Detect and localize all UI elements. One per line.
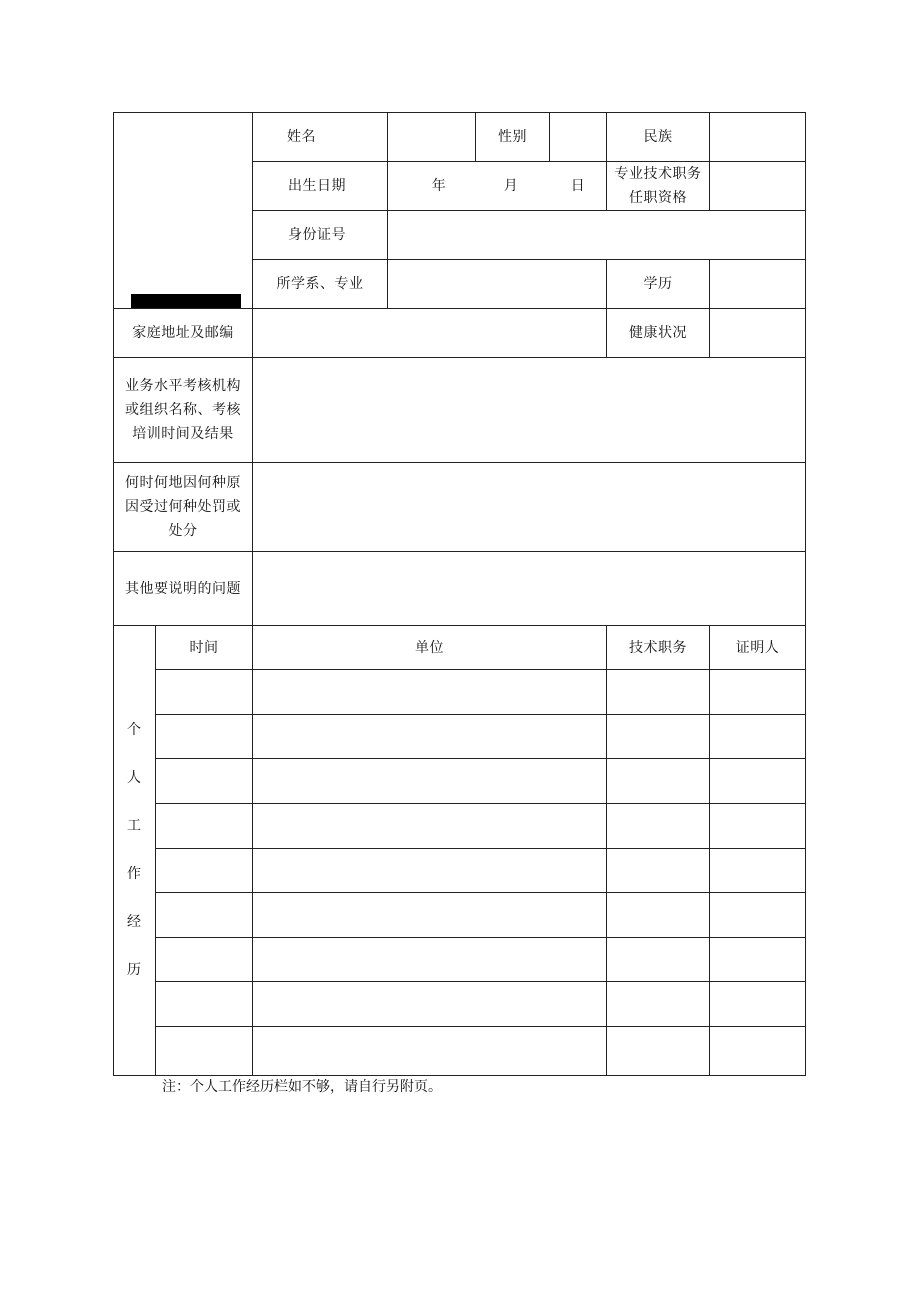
- photo-redaction-bar: [131, 294, 241, 308]
- history-witness-cell[interactable]: [710, 670, 805, 714]
- history-position-cell[interactable]: [607, 759, 709, 803]
- id-number-label: 身份证号: [288, 227, 346, 243]
- birth-day-label: 日: [570, 178, 586, 194]
- birth-year-label: 年: [431, 178, 447, 194]
- col-line: [387, 161, 388, 210]
- name-field[interactable]: [388, 113, 475, 161]
- history-witness-cell[interactable]: [710, 982, 805, 1026]
- address-label: 家庭地址及邮编: [132, 325, 234, 341]
- history-unit-cell[interactable]: [253, 715, 606, 758]
- history-time-cell[interactable]: [156, 715, 252, 758]
- history-col-time: 时间: [189, 639, 219, 656]
- history-position-cell[interactable]: [607, 1027, 709, 1075]
- qualification-field[interactable]: [710, 162, 805, 210]
- history-witness-cell[interactable]: [710, 715, 805, 758]
- history-position-cell[interactable]: [607, 982, 709, 1026]
- other-issues-field[interactable]: [253, 552, 805, 625]
- history-witness-cell[interactable]: [710, 893, 805, 937]
- birth-date-label: 出生日期: [288, 178, 346, 194]
- other-issues-label: 其他要说明的问题: [125, 580, 241, 597]
- history-unit-cell[interactable]: [253, 670, 606, 714]
- address-field[interactable]: [253, 309, 606, 357]
- gender-field[interactable]: [550, 113, 606, 161]
- history-unit-cell[interactable]: [253, 938, 606, 981]
- history-time-cell[interactable]: [156, 893, 252, 937]
- assessment-field[interactable]: [253, 358, 805, 462]
- history-time-cell[interactable]: [156, 759, 252, 803]
- history-unit-cell[interactable]: [253, 982, 606, 1026]
- history-position-cell[interactable]: [607, 670, 709, 714]
- history-unit-cell[interactable]: [253, 759, 606, 803]
- history-time-cell[interactable]: [156, 982, 252, 1026]
- history-col-unit: 单位: [415, 639, 444, 656]
- assessment-label: 业务水平考核机构 或组织名称、考核 培训时间及结果: [125, 378, 241, 442]
- history-unit-cell[interactable]: [253, 893, 606, 937]
- education-label: 学历: [643, 276, 673, 292]
- history-position-cell[interactable]: [607, 938, 709, 981]
- history-unit-cell[interactable]: [253, 1027, 606, 1075]
- name-label: 姓名: [287, 129, 316, 145]
- qualification-label: 专业技术职务 任职资格: [614, 166, 702, 206]
- history-witness-cell[interactable]: [710, 804, 805, 848]
- history-witness-cell[interactable]: [710, 1027, 805, 1075]
- history-time-cell[interactable]: [156, 938, 252, 981]
- history-position-cell[interactable]: [607, 893, 709, 937]
- history-time-cell[interactable]: [156, 1027, 252, 1075]
- history-unit-cell[interactable]: [253, 804, 606, 848]
- health-label: 健康状况: [629, 325, 687, 341]
- history-position-cell[interactable]: [607, 715, 709, 758]
- gender-label: 性别: [498, 129, 527, 145]
- penalty-label: 何时何地因何种原 因受过何种处罚或 处分: [125, 475, 241, 539]
- history-col-witness: 证明人: [735, 639, 780, 656]
- history-witness-cell[interactable]: [710, 759, 805, 803]
- work-history-char: 人: [127, 770, 141, 786]
- education-field[interactable]: [710, 260, 805, 308]
- work-history-section-label: [113, 625, 155, 1075]
- table-border-right: [805, 112, 806, 1076]
- history-position-cell[interactable]: [607, 849, 709, 892]
- history-witness-cell[interactable]: [710, 938, 805, 981]
- work-history-char: 工: [127, 818, 141, 834]
- history-col-position: 技术职务: [629, 639, 687, 656]
- penalty-field[interactable]: [253, 463, 805, 551]
- ethnicity-label: 民族: [643, 129, 673, 145]
- ethnicity-field[interactable]: [710, 113, 805, 161]
- footnote: 注：个人工作经历栏如不够，请自行另附页。: [162, 1079, 442, 1095]
- history-time-cell[interactable]: [156, 804, 252, 848]
- birth-month-label: 月: [503, 178, 519, 194]
- work-history-char: 历: [127, 962, 141, 978]
- major-label: 所学系、专业: [276, 276, 364, 292]
- history-time-cell[interactable]: [156, 670, 252, 714]
- health-field[interactable]: [710, 309, 805, 357]
- history-position-cell[interactable]: [607, 804, 709, 848]
- work-history-char: 经: [127, 914, 141, 930]
- history-time-cell[interactable]: [156, 849, 252, 892]
- history-unit-cell[interactable]: [253, 849, 606, 892]
- id-number-field[interactable]: [388, 211, 805, 259]
- work-history-char: 个: [127, 722, 141, 738]
- major-field[interactable]: [388, 260, 606, 308]
- work-history-char: 作: [127, 866, 141, 882]
- history-witness-cell[interactable]: [710, 849, 805, 892]
